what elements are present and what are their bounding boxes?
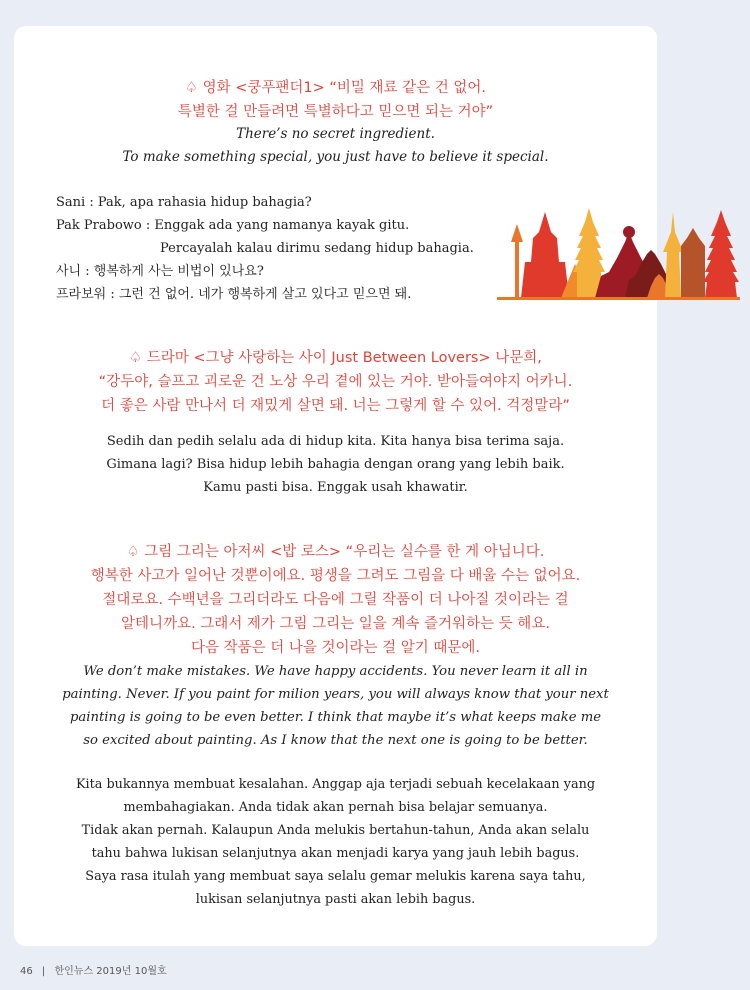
quote-line: 다음 작품은 더 나을 것이라는 걸 알기 때문에. — [191, 640, 480, 656]
page-card — [14, 26, 657, 946]
translation-line: Sedih dan pedih selalu ada di hidup kita. Kita hanya bisa terima saja. — [106, 434, 565, 449]
quote-line: ♤ 드라마 <그냥 사랑하는 사이 Just Between Lovers> 나문희, — [129, 350, 542, 366]
page-number: 46 — [20, 966, 33, 977]
translation-line: tahu bahwa lukisan selanjutnya akan menjadi karya yang jauh lebih bagus. — [91, 846, 580, 861]
quote-line: ♤ 영화 <쿵푸팬더1> “비밀 재료 같은 건 없어. — [184, 80, 486, 96]
quote-line: 알테니까요. 그래서 제가 그림 그리는 일을 계속 즐거워하는 듯 해요. — [121, 616, 550, 632]
quote-line: We don’t make mistakes. We have happy accidents. You never learn it all in — [83, 664, 588, 679]
drama-quote-korean — [14, 346, 657, 418]
dialogue-line: Percayalah kalau dirimu sedang hidup bahagia. — [160, 241, 474, 256]
quote-line: 절대로요. 수백년을 그리더라도 다음에 그릴 작품이 더 나아질 것이라는 걸 — [102, 592, 569, 608]
quote-line: “강두야, 슬프고 괴로운 건 노상 우리 곁에 있는 거야. 받아들여야지 어카니. — [98, 374, 573, 390]
translation-line: Tidak akan pernah. Kalaupun Anda melukis bertahun-tahun, Anda akan selalu — [81, 823, 590, 838]
footer-separator: | — [41, 966, 46, 977]
dialogue-line: 사니 : 행복하게 사는 비법이 있나요? — [56, 264, 264, 279]
bob-ross-quote-translation — [14, 773, 657, 911]
dialogue-line: Pak Prabowo : Enggak ada yang namanya kayak gitu. — [56, 218, 410, 233]
bob-ross-quote-korean — [14, 540, 657, 660]
movie-quote-korean — [14, 76, 657, 124]
drama-quote-translation — [14, 430, 657, 499]
quote-line: 행복한 사고가 일어난 것뿐이에요. 평생을 그려도 그림을 다 배울 수는 없어요. — [90, 568, 581, 584]
dialogue-block — [56, 191, 474, 306]
translation-line: membahagiakan. Anda tidak akan pernah bisa belajar semuanya. — [123, 800, 548, 815]
publication-name: 한인뉴스 2019년 10월호 — [54, 966, 167, 977]
page-footer — [20, 962, 173, 977]
movie-quote-english — [14, 123, 657, 169]
dialogue-line: 프라보워 : 그런 건 없어. 네가 행복하게 살고 있다고 믿으면 돼. — [56, 287, 412, 302]
quote-line: painting. Never. If you paint for milion years, you will always know that your next — [62, 687, 609, 702]
quote-line: To make something special, you just have to believe it special. — [122, 149, 549, 165]
quote-line: 특별한 걸 만들려면 특별하다고 믿으면 되는 거야” — [177, 104, 494, 120]
quote-line: painting is going to be even better. I think that maybe it’s what keeps make me — [69, 710, 602, 725]
temple-silhouettes-icon — [497, 202, 740, 300]
quote-line: so excited about painting. As I know that the next one is going to be better. — [83, 733, 588, 748]
translation-line: Saya rasa itulah yang membuat saya selalu gemar melukis karena saya tahu, — [85, 869, 586, 884]
translation-line: Kita bukannya membuat kesalahan. Anggap aja terjadi sebuah kecelakaan yang — [75, 777, 596, 792]
quote-line: ♤ 그림 그리는 아저씨 <밥 로스> “우리는 실수를 한 게 아닙니다. — [126, 544, 545, 560]
dialogue-line: Sani : Pak, apa rahasia hidup bahagia? — [56, 195, 312, 210]
translation-line: Kamu pasti bisa. Enggak usah khawatir. — [203, 480, 468, 495]
translation-line: lukisan selanjutnya pasti akan lebih bagus. — [195, 892, 476, 907]
quote-line: There’s no secret ingredient. — [236, 126, 435, 142]
translation-line: Gimana lagi? Bisa hidup lebih bahagia dengan orang yang lebih baik. — [106, 457, 565, 472]
bob-ross-quote-english — [14, 660, 657, 752]
quote-line: 더 좋은 사람 만나서 더 재밌게 살면 돼. 너는 그렇게 할 수 있어. 걱정말라” — [101, 398, 570, 414]
